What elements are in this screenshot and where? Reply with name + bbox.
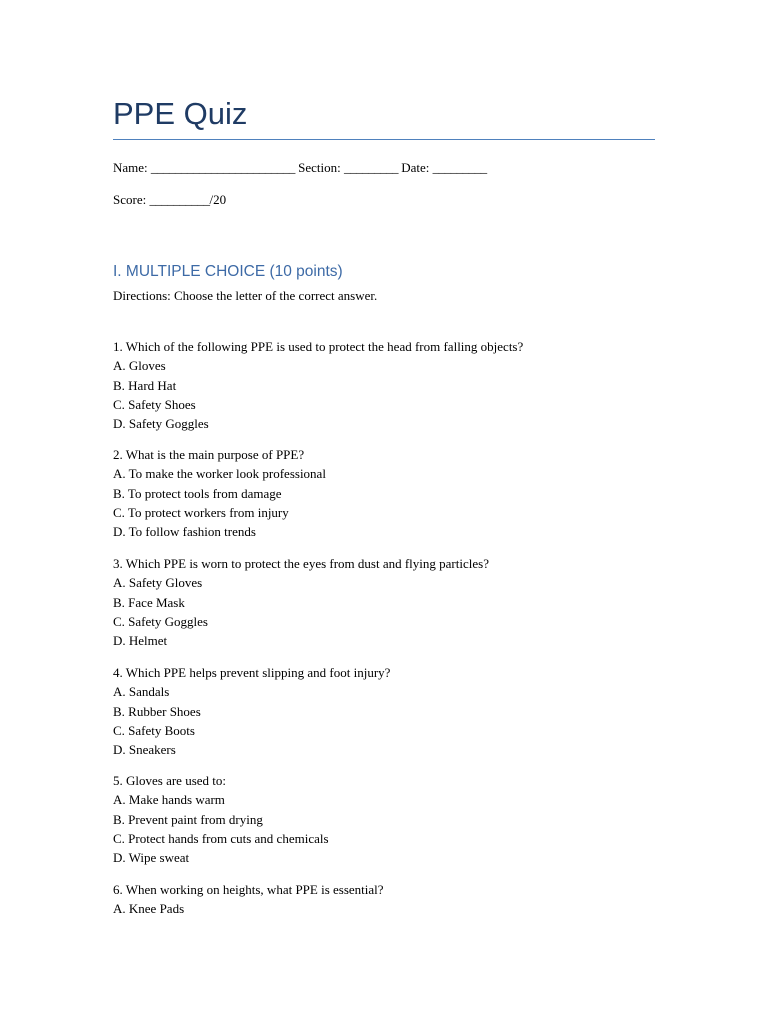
- directions-text: Directions: Choose the letter of the correct answer.: [113, 288, 378, 303]
- choice-item: B. Face Mask: [113, 594, 185, 610]
- question-text: 3. Which PPE is worn to protect the eyes from dust and flying particles?: [113, 556, 489, 571]
- name-label: Name:: [113, 160, 148, 175]
- choice-item: D. Helmet: [113, 633, 168, 649]
- choice-item: A. Safety Gloves: [113, 575, 203, 591]
- score-blank: __________: [149, 192, 210, 207]
- question-item: [113, 771, 655, 867]
- choice-item: A. Knee Pads: [113, 901, 185, 917]
- question-item: [113, 337, 655, 433]
- choice-item: A. Sandals: [113, 684, 170, 700]
- score-total: /20: [209, 192, 227, 207]
- choice-item: B. Prevent paint from drying: [113, 811, 263, 827]
- choice-item: D. Sneakers: [113, 742, 176, 758]
- choice-item: A. To make the worker look professional: [113, 466, 326, 482]
- choice-item: D. To follow fashion trends: [113, 524, 256, 540]
- choice-item: B. Hard Hat: [113, 377, 177, 393]
- score-line: [113, 191, 226, 209]
- choice-item: D. Safety Goggles: [113, 416, 209, 432]
- question-text: 4. Which PPE helps prevent slipping and foot injury?: [113, 665, 391, 680]
- score-label: Score:: [113, 192, 147, 207]
- question-item: [113, 554, 655, 650]
- page-title: PPE Quiz: [113, 96, 248, 131]
- question-text: 5. Gloves are used to:: [113, 773, 227, 788]
- section-blank: _________: [344, 160, 399, 175]
- choice-item: C. Protect hands from cuts and chemicals: [113, 830, 329, 846]
- choice-item: C. To protect workers from injury: [113, 504, 289, 520]
- name-blank: ________________________: [150, 160, 295, 175]
- date-blank: _________: [432, 160, 487, 175]
- choice-item: C. Safety Boots: [113, 722, 195, 738]
- title-divider: [113, 139, 655, 140]
- question-item: [113, 445, 655, 541]
- choice-item: B. Rubber Shoes: [113, 703, 201, 719]
- student-info-line: [113, 159, 487, 177]
- choice-item: A. Make hands warm: [113, 792, 225, 808]
- question-item: [113, 663, 655, 759]
- question-item: [113, 880, 655, 919]
- date-label: Date:: [401, 160, 430, 175]
- choice-item: D. Wipe sweat: [113, 850, 190, 866]
- question-text: 6. When working on heights, what PPE is essential?: [113, 882, 384, 897]
- choice-item: B. To protect tools from damage: [113, 485, 282, 501]
- section-heading: I. MULTIPLE CHOICE (10 points): [113, 263, 343, 280]
- section-label: Section:: [298, 160, 341, 175]
- choice-item: C. Safety Shoes: [113, 396, 196, 412]
- question-text: 1. Which of the following PPE is used to protect the head from falling objects?: [113, 339, 524, 354]
- choice-item: A. Gloves: [113, 358, 166, 374]
- question-text: 2. What is the main purpose of PPE?: [113, 447, 305, 462]
- choice-item: C. Safety Goggles: [113, 613, 208, 629]
